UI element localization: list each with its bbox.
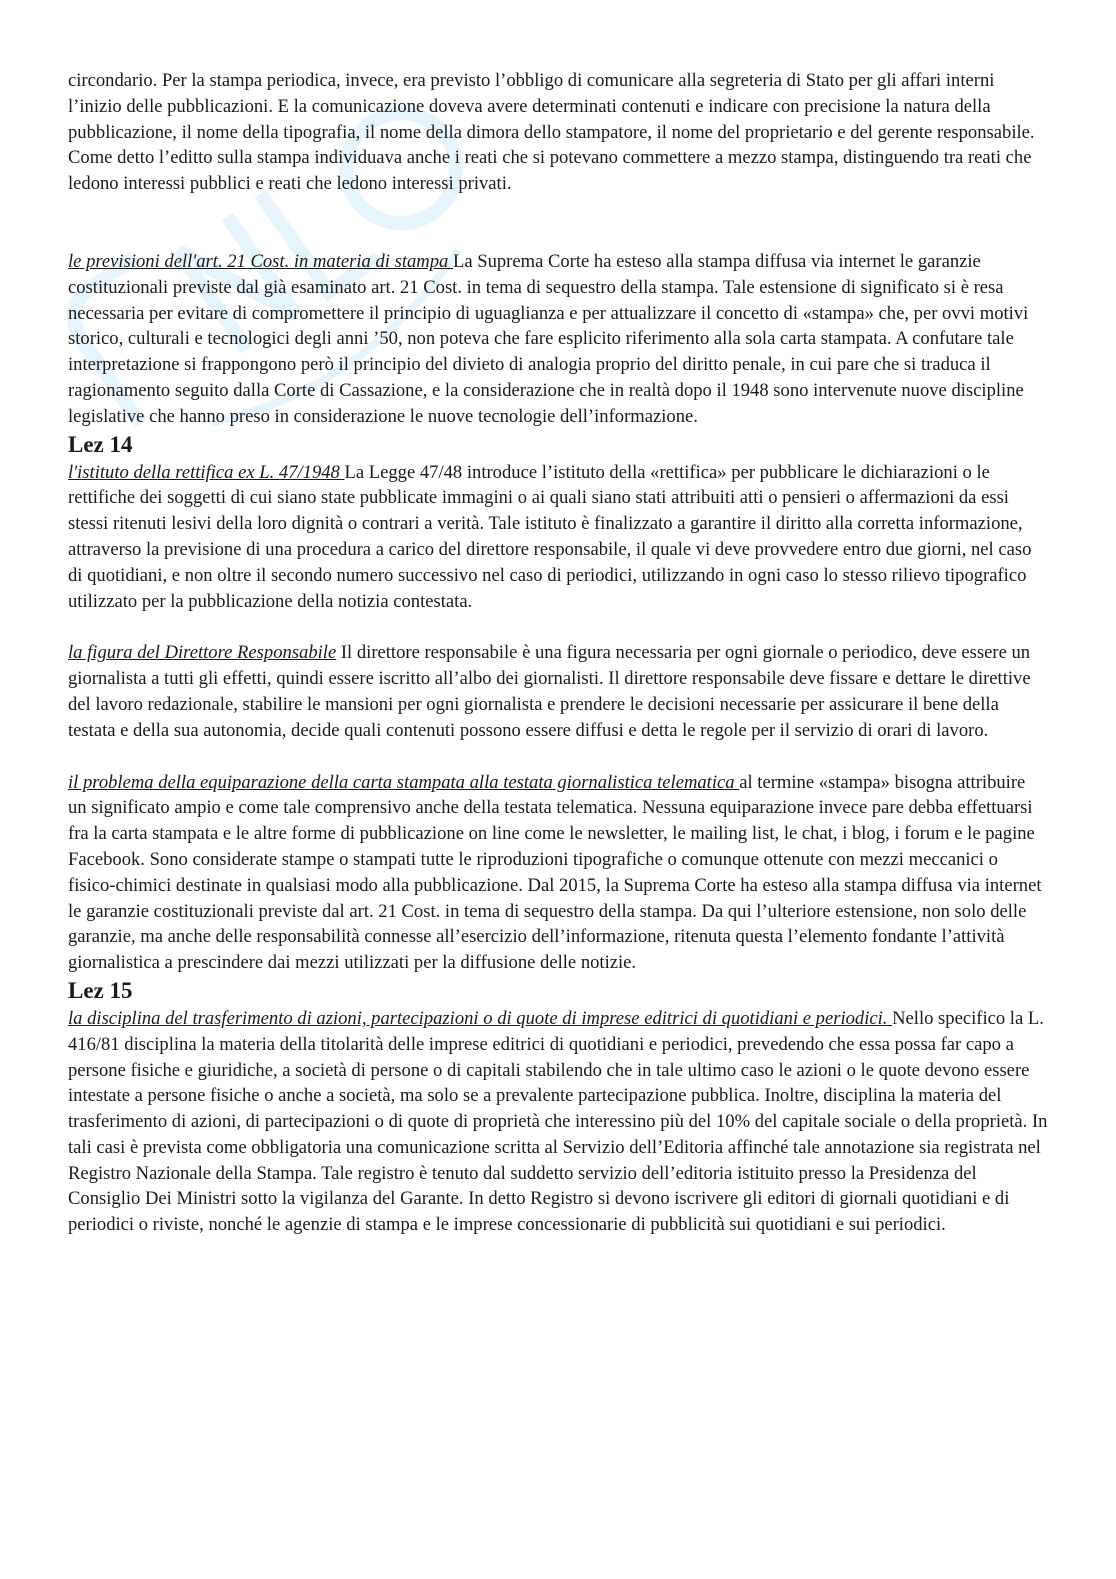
paragraph-body: circondario. Per la stampa periodica, invece, era previsto l’obbligo di comunicare alla segreteria di Stato per gli affari interni l’inizio delle pubblicazioni. E la comunicazione doveva avere determinati contenuti e indicare con precisione la natura della pubblicazione, il nome della tipografia, il nome della dimora dello stampatore, il nome del proprietario e del gerente responsabile. Come detto l’editto sulla stampa individuava anche i reati che si potevano commettere a mezzo stampa, distinguendo tra reati che ledono interessi pubblici e reati che ledono interessi privati. xyxy=(68,70,1035,195)
topic-heading: la figura del Direttore Responsabile xyxy=(68,642,337,664)
paragraph-body: Il direttore responsabile è una figura necessaria per ogni giornale o periodico, deve essere un giornalista a tutti gli effetti, quindi essere iscritto all’albo dei giornalisti. Il direttore responsabile deve fissare e dettare le direttive del lavoro redazionale, stabilire le mansioni per ogni giornalista e prendere le decisioni necessarie per assicurare il bene della testata e della sua autonomia, decide quali contenuti possono essere diffusi e detta le regole per il servizio di orari di lavoro. xyxy=(68,642,1031,741)
paragraph-rettifica xyxy=(68,460,1048,615)
lesson-heading-15: Lez 15 xyxy=(68,977,133,1003)
paragraph-trasferimento-azioni xyxy=(68,1006,1048,1238)
topic-heading: l'istituto della rettifica ex L. 47/1948 xyxy=(68,461,345,483)
paragraph-body: La Legge 47/48 introduce l’istituto della «rettifica» per pubblicare le dichiarazioni o le rettifiche dei soggetti di cui siano state pubblicate immagini o ai quali siano stati attribuiti atti o pensieri o affermazioni da essi stessi ritenuti lesivi della loro dignità o contrari a verità. Tale istituto è finalizzato a garantire il diritto alla corretta informazione, attraverso la previsione di una procedura a carico del direttore responsabile, il quale vi deve provvedere entro due giorni, nel caso di quotidiani, e non oltre il secondo numero successivo nel caso di periodici, utilizzando in ogni caso lo stesso rilievo tipografico utilizzato per la pubblicazione della notizia contestata. xyxy=(68,461,1032,612)
paragraph-editto-stampa xyxy=(68,68,1048,197)
paragraph-body: al termine «stampa» bisogna attribuire un significato ampio e come tale comprensivo anche della testata telematica. Nessuna equiparazione invece pare debba effettuarsi fra la carta stampata e le altre forme di pubblicazione on line come le newsletter, le mailing list, le chat, i blog, i forum e le pagine Facebook. Sono considerate stampe o stampati tutte le riproduzioni tipografiche o comunque ottenute con mezzi meccanici o fisico-chimici destinate in qualsiasi modo alla pubblicazione. Dal 2015, la Suprema Corte ha esteso alla stampa diffusa via internet le garanzie costituzionali previste dal art. 21 Cost. in tema di sequestro della stampa. Da qui l’ulteriore estensione, non solo delle garanzie, ma anche delle responsabilità connesse all’esercizio dell’informazione, ritenuta questa l’elemento fondante l’attività giornalistica a prescindere dai mezzi utilizzati per la diffusione delle notizie. xyxy=(68,771,1042,974)
lesson-heading-14: Lez 14 xyxy=(68,431,133,457)
topic-heading: la disciplina del trasferimento di azioni, partecipazioni o di quote di imprese editrici di quotidiani e periodici. xyxy=(68,1007,893,1029)
paragraph-body: La Suprema Corte ha esteso alla stampa diffusa via internet le garanzie costituzionali previste dal già esaminato art. 21 Cost. in tema di sequestro della stampa. Tale estensione di significato si è resa necessaria per evitare di compromettere il principio di uguaglianza e per attualizzare il concetto di «stampa» che, per ovvi motivi storico, culturali e tecnologici degli anni ’50, non poteva che fare esplicito riferimento alla sola carta stampata. A confutare tale interpretazione si frappongono però il principio del divieto di analogia proprio del diritto penale, in cui pare che si traduca il ragionamento seguito dalla Corte di Cassazione, e la considerazione che in realtà dopo il 1948 sono intervenute nuove discipline legislative che hanno preso in considerazione le nuove tecnologie dell’informazione. xyxy=(68,250,1029,427)
topic-heading: le previsioni dell'art. 21 Cost. in materia di stampa xyxy=(68,250,453,272)
topic-heading: il problema della equiparazione della carta stampata alla testata giornalistica telematica xyxy=(68,771,740,793)
paragraph-body: Nello specifico la L. 416/81 disciplina la materia della titolarità delle imprese editrici di quotidiani e periodici, prevedendo che essa possa far capo a persone fisiche e giuridiche, a società di persone o di capitali stabilendo che in tale ultimo caso le azioni o le quote devono essere intestate a persone fisiche o anche a società, ma solo se a prevalente partecipazione pubblica. Inoltre, disciplina la materia del trasferimento di azioni, di partecipazioni o di quote di proprietà che interessino più del 10% del capitale sociale o della proprietà. In tali casi è prevista come obbligatoria una comunicazione scritta al Servizio dell’Editoria affinché tale annotazione sia registrata nel Registro Nazionale della Stampa. Tale registro è tenuto dal suddetto servizio dell’editoria istituito presso la Presidenza del Consiglio Dei Ministri sotto la vigilanza del Garante. In detto Registro si devono iscrivere gli editori di giornali quotidiani e di periodici o riviste, nonché le agenzie di stampa e le imprese concessionarie di pubblicità sui quotidiani e sui periodici. xyxy=(68,1007,1048,1236)
paragraph-art21-stampa xyxy=(68,249,1048,430)
document-page xyxy=(68,68,1048,1238)
paragraph-equiparazione-telematica xyxy=(68,770,1048,976)
paragraph-direttore-responsabile xyxy=(68,640,1048,743)
